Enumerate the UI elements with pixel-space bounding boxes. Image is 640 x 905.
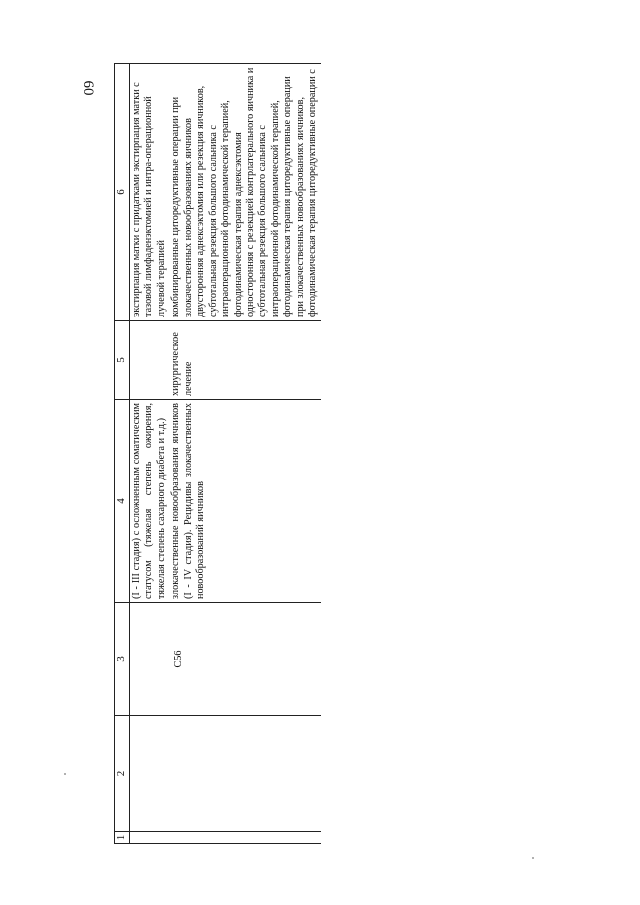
column-header-4: 4 <box>115 400 130 603</box>
column-header-3: 3 <box>115 603 130 716</box>
diagnosis-code <box>130 603 170 716</box>
treatment-method: комбинированные циторедуктивные операции при злокачественных новообразованиях яичников двусторонняя аднексэктомия или резекция яичников, субтотальная резекция большого сальника с интраоперационной фотодинамической терапией, фотодинамическая терапия аднексэктомия односторонняя с резекцией контрлатерального яичника и субтотальная резекция большого сальника с интраоперационной фотодинамической терапией, фотодинамическая терапия циторедуктивные операции при злокачественных новообразованиях яичников, фотодинамическая терапия циторедуктивные операции с <box>169 64 320 321</box>
column-header-1: 1 <box>115 832 130 844</box>
scan-speck <box>532 857 534 859</box>
header-row <box>115 64 130 844</box>
cell-col2 <box>130 716 170 832</box>
treatment-method: экстирпация матки с придатками экстирпация матки с тазовой лимфаденэктомией и интра-операционной лучевой терапией <box>130 64 170 321</box>
table-row <box>130 64 170 844</box>
column-header-2: 2 <box>115 716 130 832</box>
page-number: 60 <box>80 80 97 96</box>
treatment-table <box>114 63 321 844</box>
cell-col1 <box>169 832 320 844</box>
table-row <box>169 64 320 844</box>
scan-speck <box>64 773 66 775</box>
treatment-type: хирургическое лечение <box>169 321 320 400</box>
column-header-5: 5 <box>115 321 130 400</box>
patient-model: злокачественные новообразования яичников (I - IV стадия). Рецидивы злокачественных новообразований яичников <box>169 400 320 603</box>
rotated-table-container <box>114 64 576 844</box>
cell-col2 <box>169 716 320 832</box>
cell-col1 <box>130 832 170 844</box>
column-header-6: 6 <box>115 64 130 321</box>
treatment-type <box>130 321 170 400</box>
diagnosis-code: C56 <box>169 603 320 716</box>
patient-model: (I - III стадия) с осложненным соматическим статусом (тяжелая степень ожирения, тяжелая степень сахарного диабета и т.д.) <box>130 400 170 603</box>
